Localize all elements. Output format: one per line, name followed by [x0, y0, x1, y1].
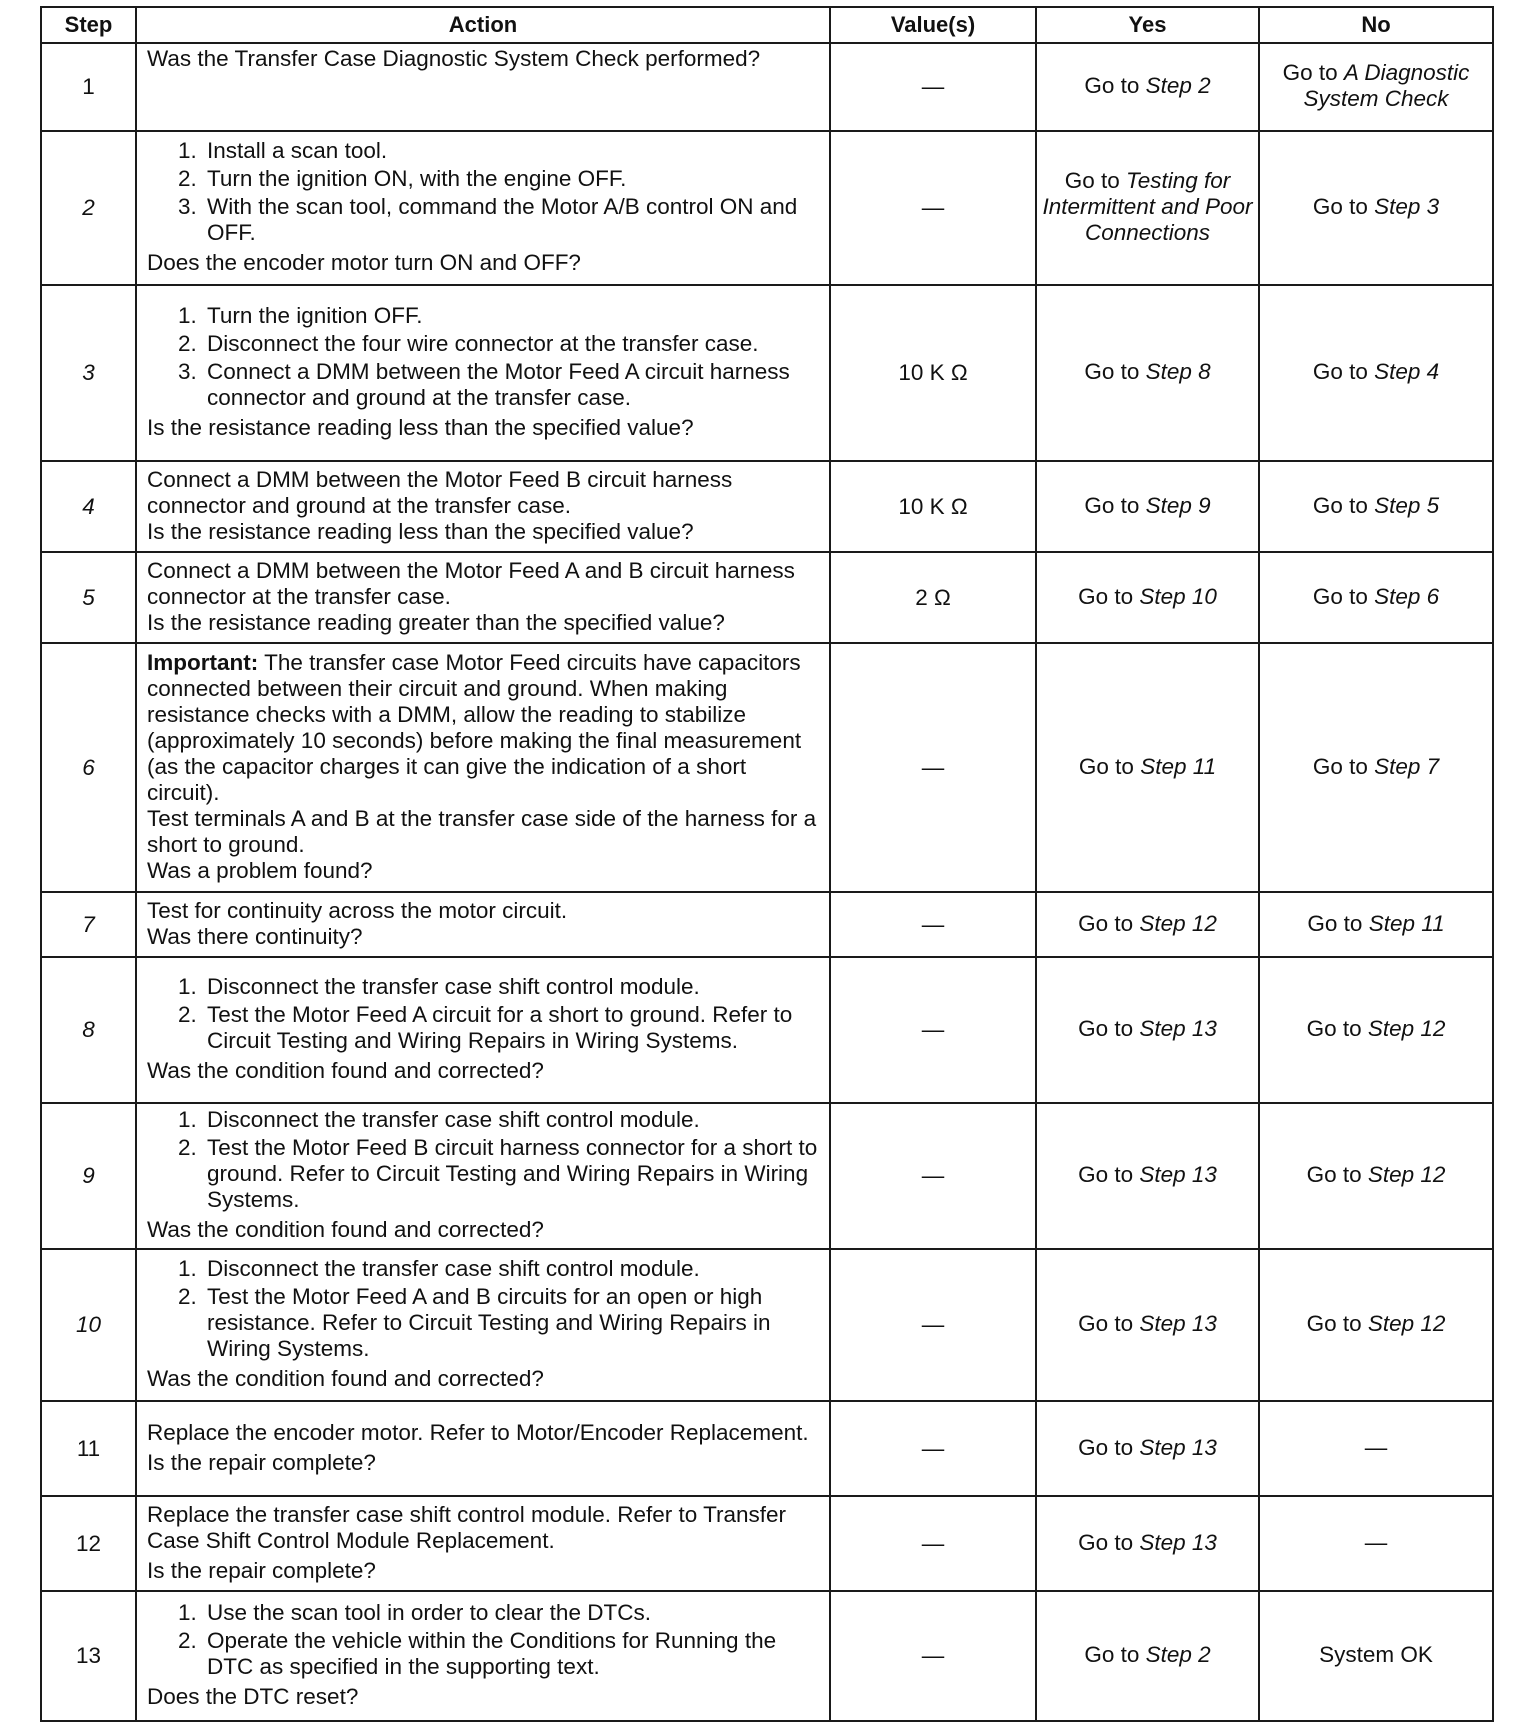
action-step: 2. Turn the ignition ON, with the engine OFF.	[203, 166, 821, 192]
yes-target: Step 2	[1145, 1642, 1211, 1667]
table-row-step-13	[41, 1591, 1493, 1721]
no-cell	[1259, 461, 1493, 552]
yes-target: Step 13	[1139, 1162, 1217, 1187]
value-cell: —	[830, 643, 1036, 892]
action-cell	[136, 1249, 830, 1401]
step-number: 12	[41, 1496, 136, 1591]
action-question: Does the DTC reset?	[147, 1684, 359, 1709]
step-number: 2	[41, 131, 136, 285]
no-target: A Diagnostic System Check	[1303, 60, 1470, 111]
step-number: 5	[41, 552, 136, 643]
yes-target: Step 13	[1139, 1434, 1217, 1460]
no-cell	[1259, 957, 1493, 1103]
yes-prefix: Go to	[1078, 1434, 1140, 1460]
action-text: Connect a DMM between the Motor Feed B circuit harness connector and ground at the transfer case.	[147, 466, 733, 518]
no-cell	[1259, 285, 1493, 461]
action-text: Replace the transfer case shift control module. Refer to Transfer Case Shift Control Module Replacement.	[147, 1501, 787, 1553]
yes-prefix: Go to	[1078, 1016, 1140, 1041]
step-number: 6	[41, 643, 136, 892]
value-cell: —	[830, 892, 1036, 957]
no-cell	[1259, 1249, 1493, 1401]
yes-cell	[1036, 1401, 1259, 1496]
yes-prefix: Go to	[1064, 168, 1127, 193]
yes-cell	[1036, 1103, 1259, 1249]
yes-target: Step 10	[1139, 583, 1217, 609]
no-cell	[1259, 552, 1493, 643]
no-cell	[1259, 43, 1493, 131]
action-cell	[136, 1103, 830, 1249]
table-row-step-5	[41, 552, 1493, 643]
action-step: 3. Connect a DMM between the Motor Feed A circuit harness connector and ground at the transfer case.	[203, 359, 821, 411]
action-question: Was there continuity?	[147, 923, 363, 949]
value-cell: 10 K Ω	[830, 461, 1036, 552]
action-question: Was the condition found and corrected?	[147, 1366, 544, 1391]
table-row-step-9	[41, 1103, 1493, 1249]
yes-cell	[1036, 1591, 1259, 1721]
action-text: Connect a DMM between the Motor Feed A and B circuit harness connector at the transfer case.	[147, 557, 795, 609]
header-row	[41, 7, 1493, 43]
step-number: 1	[41, 43, 136, 131]
yes-cell	[1036, 1249, 1259, 1401]
step-number: 8	[41, 957, 136, 1103]
yes-cell	[1036, 643, 1259, 892]
yes-target: Step 13	[1139, 1016, 1217, 1041]
table-row-step-1	[41, 43, 1493, 131]
value-cell: —	[830, 1103, 1036, 1249]
no-cell	[1259, 892, 1493, 957]
action-cell	[136, 1401, 830, 1496]
action-question: Is the repair complete?	[147, 1557, 376, 1583]
table-row-step-8	[41, 957, 1493, 1103]
step-number: 3	[41, 285, 136, 461]
action-steps-list	[147, 1600, 821, 1680]
yes-prefix: Go to	[1078, 1162, 1140, 1187]
no-prefix: Go to	[1307, 910, 1369, 936]
no-target: Step 11	[1368, 910, 1445, 936]
action-question: Is the resistance reading less than the specified value?	[147, 415, 694, 440]
action-text: Test for continuity across the motor circuit.	[147, 897, 568, 923]
no-prefix: Go to	[1312, 753, 1375, 779]
no-prefix: Go to	[1312, 492, 1375, 518]
no-target: Step 4	[1374, 359, 1440, 384]
action-text: Test terminals A and B at the transfer case side of the harness for a short to ground.	[147, 805, 817, 857]
action-cell	[136, 1591, 830, 1721]
no-target: Step 12	[1367, 1016, 1446, 1041]
action-question: Was a problem found?	[147, 857, 373, 883]
table-row-step-7	[41, 892, 1493, 957]
action-cell	[136, 957, 830, 1103]
action-cell	[136, 892, 830, 957]
step-number: 10	[41, 1249, 136, 1401]
yes-cell	[1036, 957, 1259, 1103]
yes-prefix: Go to	[1084, 492, 1146, 518]
no-prefix: Go to	[1312, 359, 1375, 384]
yes-prefix: Go to	[1078, 1529, 1140, 1555]
step-number: 13	[41, 1591, 136, 1721]
yes-cell	[1036, 892, 1259, 957]
action-question: Was the Transfer Case Diagnostic System Check performed?	[147, 46, 761, 71]
no-cell: —	[1259, 1496, 1493, 1591]
value-cell: 10 K Ω	[830, 285, 1036, 461]
no-cell	[1259, 643, 1493, 892]
table-row-step-11	[41, 1401, 1493, 1496]
no-prefix: Go to	[1306, 1162, 1368, 1187]
header-step: Step	[41, 7, 136, 43]
action-steps-list	[147, 303, 821, 411]
table-row-step-2	[41, 131, 1493, 285]
yes-prefix: Go to	[1078, 910, 1140, 936]
no-prefix: Go to	[1312, 194, 1375, 219]
no-target: Step 7	[1374, 753, 1440, 779]
yes-prefix: Go to	[1084, 73, 1146, 98]
header-no: No	[1259, 7, 1493, 43]
yes-prefix: Go to	[1084, 1642, 1146, 1667]
action-step: 2. Test the Motor Feed A circuit for a short to ground. Refer to Circuit Testing and Wiring Repairs in Wiring Systems.	[203, 1002, 821, 1054]
yes-target: Step 13	[1139, 1311, 1217, 1336]
action-step: 1. Disconnect the transfer case shift control module.	[203, 974, 821, 1000]
action-step: 2. Operate the vehicle within the Conditions for Running the DTC as specified in the supporting text.	[203, 1628, 821, 1680]
no-prefix: Go to	[1306, 1311, 1368, 1336]
value-cell: —	[830, 1401, 1036, 1496]
yes-cell	[1036, 131, 1259, 285]
yes-target: Step 12	[1139, 910, 1217, 936]
no-prefix: Go to	[1282, 60, 1344, 85]
action-question: Was the condition found and corrected?	[147, 1217, 544, 1242]
value-cell: —	[830, 131, 1036, 285]
no-prefix: Go to	[1312, 583, 1375, 609]
value-cell: —	[830, 1496, 1036, 1591]
table-row-step-10	[41, 1249, 1493, 1401]
action-cell	[136, 131, 830, 285]
yes-target: Step 9	[1145, 492, 1211, 518]
no-target: Step 3	[1374, 194, 1440, 219]
action-cell	[136, 1496, 830, 1591]
no-target: Step 5	[1374, 492, 1440, 518]
yes-prefix: Go to	[1078, 1311, 1140, 1336]
table-row-step-4	[41, 461, 1493, 552]
action-cell	[136, 43, 830, 131]
action-cell	[136, 461, 830, 552]
action-step: 1. Disconnect the transfer case shift control module.	[203, 1107, 821, 1133]
action-step: 2. Test the Motor Feed A and B circuits for an open or high resistance. Refer to Circuit Testing and Wiring Repairs in Wiring Systems.	[203, 1284, 821, 1362]
step-number: 7	[41, 892, 136, 957]
diagnostic-table	[40, 6, 1494, 1722]
action-step: 1. Disconnect the transfer case shift control module.	[203, 1256, 821, 1282]
important-label: Important:	[147, 649, 259, 675]
value-cell: —	[830, 957, 1036, 1103]
yes-cell	[1036, 285, 1259, 461]
action-step: 1. Turn the ignition OFF.	[203, 303, 821, 329]
header-yes: Yes	[1036, 7, 1259, 43]
action-step: 2. Test the Motor Feed B circuit harness connector for a short to ground. Refer to Circuit Testing and Wiring Repairs in Wiring Systems.	[203, 1135, 821, 1213]
step-number: 9	[41, 1103, 136, 1249]
no-target: Step 12	[1367, 1311, 1446, 1336]
action-cell	[136, 285, 830, 461]
table-row-step-12	[41, 1496, 1493, 1591]
action-steps-list	[147, 1107, 821, 1213]
no-cell	[1259, 131, 1493, 285]
value-cell: —	[830, 1249, 1036, 1401]
step-number: 11	[41, 1401, 136, 1496]
yes-cell	[1036, 552, 1259, 643]
action-steps-list	[147, 974, 821, 1054]
important-note	[147, 650, 821, 806]
action-question: Does the encoder motor turn ON and OFF?	[147, 250, 581, 275]
yes-cell	[1036, 43, 1259, 131]
header-action: Action	[136, 7, 830, 43]
action-cell	[136, 552, 830, 643]
yes-target: Testing for Intermittent and Poor Connections	[1042, 168, 1253, 245]
no-target: Step 12	[1367, 1162, 1446, 1187]
value-cell: —	[830, 1591, 1036, 1721]
action-steps-list	[147, 1256, 821, 1362]
yes-cell	[1036, 461, 1259, 552]
action-steps-list	[147, 138, 821, 246]
yes-target: Step 2	[1145, 73, 1211, 98]
header-values: Value(s)	[830, 7, 1036, 43]
action-step: 1. Install a scan tool.	[203, 138, 821, 164]
yes-cell	[1036, 1496, 1259, 1591]
no-prefix: Go to	[1306, 1016, 1368, 1041]
yes-target: Step 11	[1140, 753, 1217, 779]
important-text: The transfer case Motor Feed circuits have capacitors connected between their circuit and ground. When making resistance checks with a DMM, allow the reading to stabilize (approximately 10 seconds) before making the final measurement (as the capacitor charges it can give the indication of a short circuit).	[147, 649, 802, 805]
yes-prefix: Go to	[1084, 359, 1146, 384]
yes-prefix: Go to	[1078, 753, 1141, 779]
value-cell: 2 Ω	[830, 552, 1036, 643]
action-cell	[136, 643, 830, 892]
table-row-step-3	[41, 285, 1493, 461]
action-question: Was the condition found and corrected?	[147, 1058, 544, 1083]
no-cell: —	[1259, 1401, 1493, 1496]
table-row-step-6	[41, 643, 1493, 892]
no-target: Step 6	[1374, 583, 1440, 609]
yes-target: Step 8	[1145, 359, 1211, 384]
action-step: 1. Use the scan tool in order to clear the DTCs.	[203, 1600, 821, 1626]
action-step: 2. Disconnect the four wire connector at the transfer case.	[203, 331, 821, 357]
yes-prefix: Go to	[1078, 583, 1140, 609]
step-number: 4	[41, 461, 136, 552]
action-text: Replace the encoder motor. Refer to Motor/Encoder Replacement.	[147, 1419, 809, 1445]
action-question: Is the resistance reading less than the specified value?	[147, 518, 694, 544]
no-cell: System OK	[1259, 1591, 1493, 1721]
value-cell: —	[830, 43, 1036, 131]
yes-target: Step 13	[1139, 1529, 1217, 1555]
action-question: Is the resistance reading greater than the specified value?	[147, 609, 725, 635]
action-step: 3. With the scan tool, command the Motor A/B control ON and OFF.	[203, 194, 821, 246]
no-cell	[1259, 1103, 1493, 1249]
action-question: Is the repair complete?	[147, 1449, 376, 1475]
